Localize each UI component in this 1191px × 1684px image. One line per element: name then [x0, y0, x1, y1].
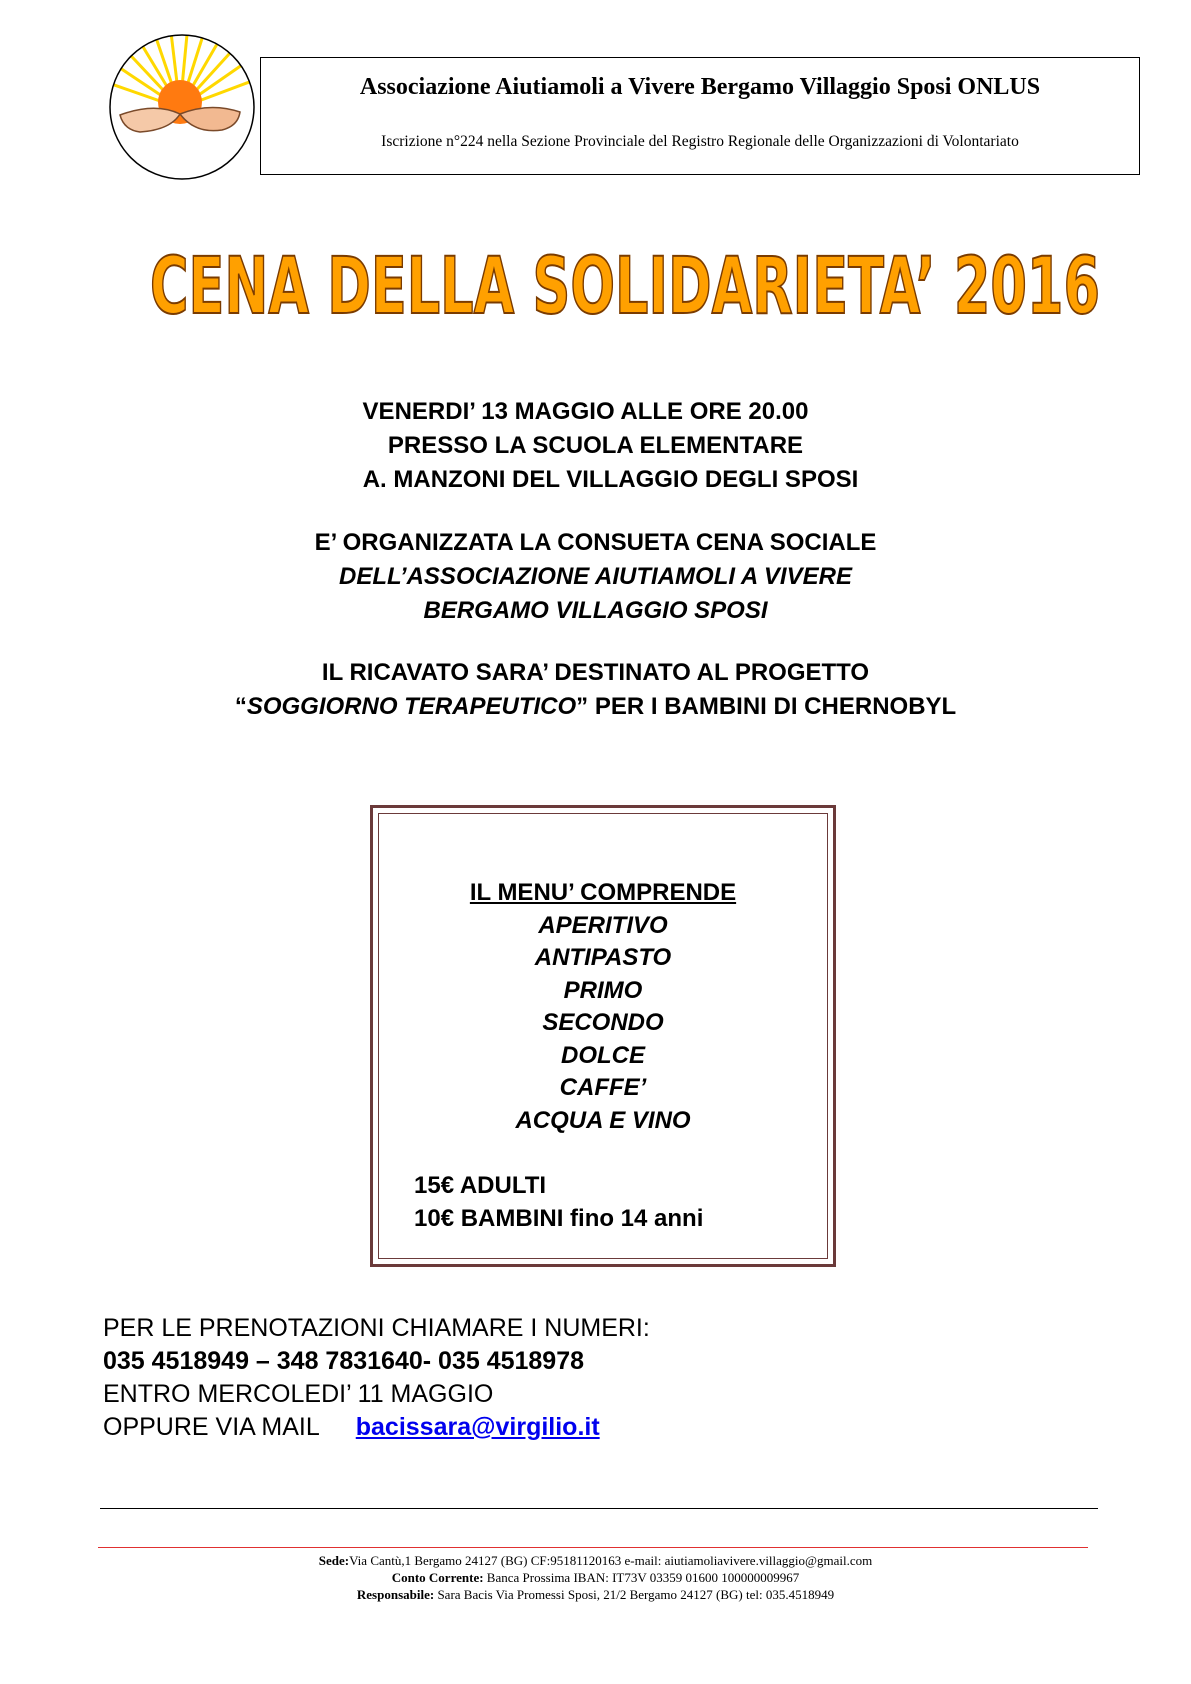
prices: [414, 1169, 703, 1235]
price-children: 10€ BAMBINI fino 14 anni: [414, 1205, 704, 1232]
sede-label: Sede:: [318, 1553, 350, 1568]
email-link[interactable]: bacissara@virgilio.it: [355, 1413, 600, 1441]
logo-sun-hands-icon: [100, 30, 260, 180]
sede-value: Via Cantù,1 Bergamo 24127 (BG) CF:95181120163 e-mail: aiutiamoliavivere.villaggio@gmail.com: [349, 1553, 873, 1568]
open-quote: “: [234, 693, 247, 720]
event-venue-name: A. MANZONI DEL VILLAGGIO DEGLI SPOSI: [362, 466, 859, 493]
menu-item: SECONDO: [542, 1009, 664, 1036]
title-text: CENA DELLA SOLIDARIETA’ 2016: [150, 242, 1100, 332]
menu-item: PRIMO: [563, 976, 643, 1004]
organizer-line-2: DELL’ASSOCIAZIONE AIUTIAMOLI A VIVERE: [339, 563, 852, 590]
project-name: SOGGIORNO TERAPEUTICO: [246, 693, 577, 720]
page-title: [140, 225, 1110, 335]
conto-label: Conto Corrente:: [391, 1570, 484, 1585]
price-adults: 15€ ADULTI: [414, 1172, 547, 1199]
booking-info: [103, 1312, 650, 1444]
event-date: VENERDI’ 13 MAGGIO ALLE ORE 20.00: [362, 398, 809, 425]
event-details: [0, 395, 1191, 497]
footer: [0, 1552, 1191, 1603]
booking-deadline: ENTRO MERCOLEDI’ 11 MAGGIO: [103, 1380, 494, 1408]
footer-divider: [100, 1508, 1098, 1509]
booking-mail-line: [103, 1411, 650, 1444]
menu-inner-border: [378, 813, 828, 1259]
organizer-line-1: E’ ORGANIZZATA LA CONSUETA CENA SOCIALE: [314, 529, 877, 556]
menu-item: ACQUA E VINO: [515, 1106, 691, 1134]
menu-list: [379, 877, 827, 1137]
menu-item: DOLCE: [561, 1041, 645, 1069]
footer-sede: [0, 1552, 1191, 1569]
footer-red-divider: [98, 1547, 1088, 1548]
menu-heading: IL MENU’ COMPRENDE: [469, 879, 737, 906]
project-details: [0, 656, 1191, 724]
menu-item: APERITIVO: [538, 911, 668, 939]
booking-intro: PER LE PRENOTAZIONI CHIAMARE I NUMERI:: [103, 1314, 650, 1342]
conto-value: Banca Prossima IBAN: IT73V 03359 01600 100000009967: [483, 1570, 800, 1585]
registration-text: Iscrizione n°224 nella Sezione Provinciale del Registro Regionale delle Organizzazioni di Volontariato: [381, 133, 1019, 150]
resp-value: Sara Bacis Via Promessi Sposi, 21/2 Bergamo 24127 (BG) tel: 035.4518949: [434, 1587, 835, 1602]
resp-label: Responsabile:: [356, 1587, 435, 1602]
organization-name: Associazione Aiutiamoli a Vivere Bergamo Villaggio Sposi ONLUS: [359, 74, 1041, 100]
mail-label: OPPURE VIA MAIL: [103, 1413, 320, 1441]
footer-responsabile: [0, 1586, 1191, 1603]
organizer-details: [0, 526, 1191, 628]
organizer-line-3: BERGAMO VILLAGGIO SPOSI: [423, 597, 768, 624]
menu-item: ANTIPASTO: [534, 944, 672, 971]
event-venue: PRESSO LA SCUOLA ELEMENTARE: [387, 432, 804, 459]
menu-item: CAFFE’: [559, 1074, 647, 1101]
header-box: [260, 57, 1140, 175]
menu-box: [370, 805, 836, 1267]
association-logo: [100, 30, 260, 180]
project-line-2: [0, 690, 1191, 724]
phone-numbers: 035 4518949 – 348 7831640- 035 4518978: [103, 1347, 585, 1375]
project-line-1: IL RICAVATO SARA’ DESTINATO AL PROGETTO: [321, 659, 870, 686]
footer-conto: [0, 1569, 1191, 1586]
project-line-2-rest: ” PER I BAMBINI DI CHERNOBYL: [576, 693, 957, 720]
title-graphic: [140, 225, 1110, 335]
